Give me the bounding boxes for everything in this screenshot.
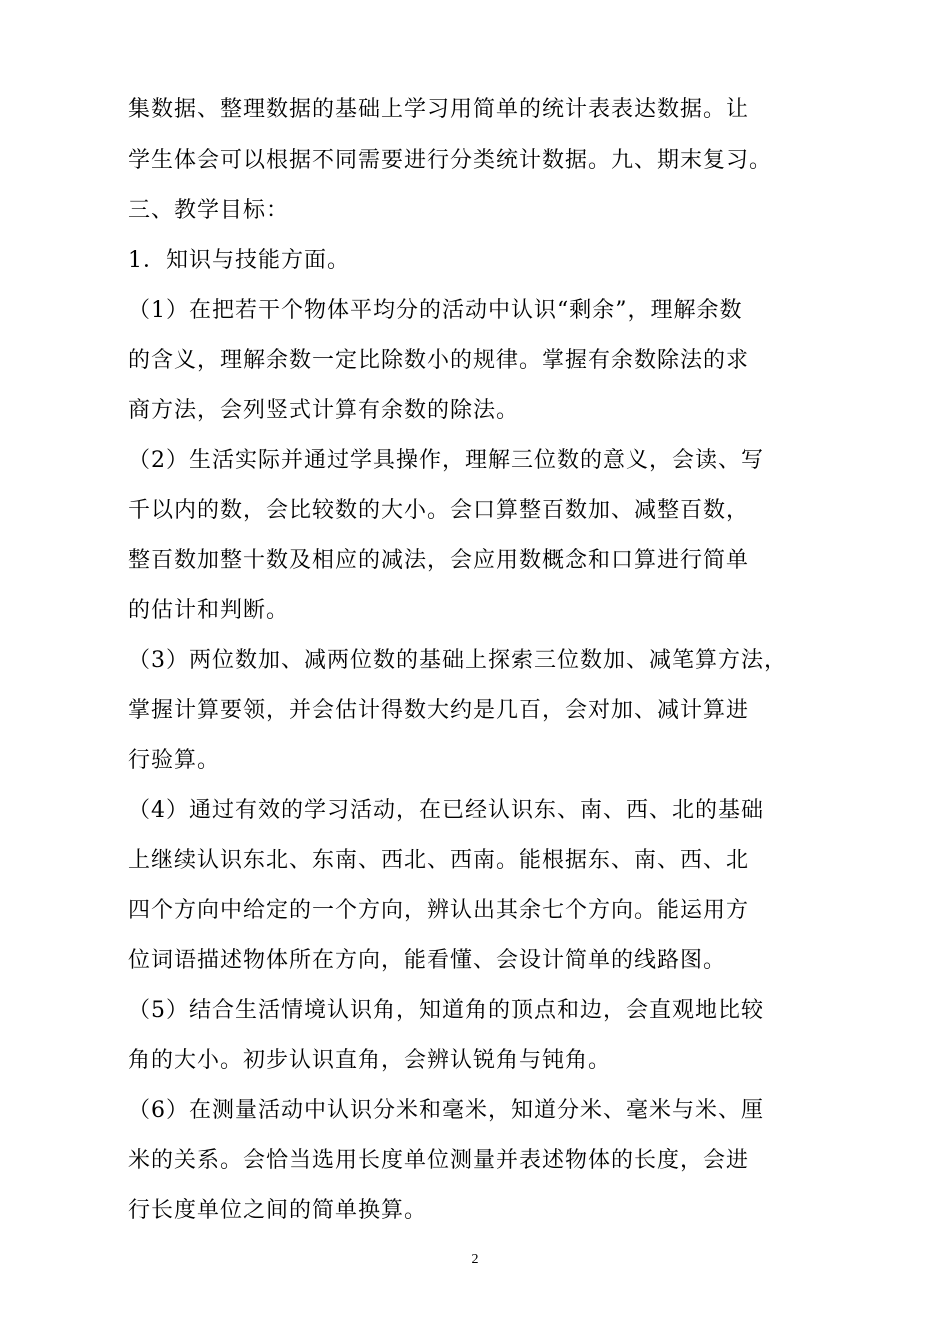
text-line: （6）在测量活动中认识分米和毫米，知道分米、毫米与米、厘 [128, 1098, 764, 1123]
text-line: 行验算。 [128, 748, 221, 773]
text-line: 的估计和判断。 [128, 598, 290, 623]
text-line: 的含义，理解余数一定比除数小的规律。掌握有余数除法的求 [128, 348, 750, 373]
text-line: （2）生活实际并通过学具操作，理解三位数的意义，会读、写 [128, 448, 764, 473]
page-number: 2 [471, 1252, 479, 1267]
text-line: 上继续认识东北、东南、西北、西南。能根据东、南、西、北 [128, 848, 750, 873]
text-line: 学生体会可以根据不同需要进行分类统计数据。九、期末复习。 [128, 148, 773, 173]
text-line: （4）通过有效的学习活动，在已经认识东、南、西、北的基础 [128, 798, 764, 823]
section-heading: 三、教学目标： [128, 198, 290, 223]
text-line: （3）两位数加、减两位数的基础上探索三位数加、减笔算方法， [128, 648, 787, 673]
text-line: 整百数加整十数及相应的减法，会应用数概念和口算进行简单 [128, 548, 750, 573]
text-line: 米的关系。会恰当选用长度单位测量并表述物体的长度，会进 [128, 1148, 750, 1173]
text-line: （1）在把若干个物体平均分的活动中认识“剩余”，理解余数 [128, 298, 743, 323]
text-line: 四个方向中给定的一个方向，辨认出其余七个方向。能运用方 [128, 898, 750, 923]
text-line: 商方法，会列竖式计算有余数的除法。 [128, 398, 520, 423]
text-line: 角的大小。初步认识直角，会辨认锐角与钝角。 [128, 1048, 612, 1073]
text-line: 千以内的数，会比较数的大小。会口算整百数加、减整百数， [128, 498, 750, 523]
text-line: 掌握计算要领，并会估计得数大约是几百，会对加、减计算进 [128, 698, 750, 723]
subsection-heading: 1．知识与技能方面。 [128, 248, 350, 273]
text-line: （5）结合生活情境认识角，知道角的顶点和边，会直观地比较 [128, 998, 764, 1023]
text-line: 行长度单位之间的简单换算。 [128, 1198, 428, 1223]
text-line: 位词语描述物体所在方向，能看懂、会设计简单的线路图。 [128, 948, 727, 973]
text-line: 集数据、整理数据的基础上学习用简单的统计表表达数据。让 [128, 97, 750, 122]
